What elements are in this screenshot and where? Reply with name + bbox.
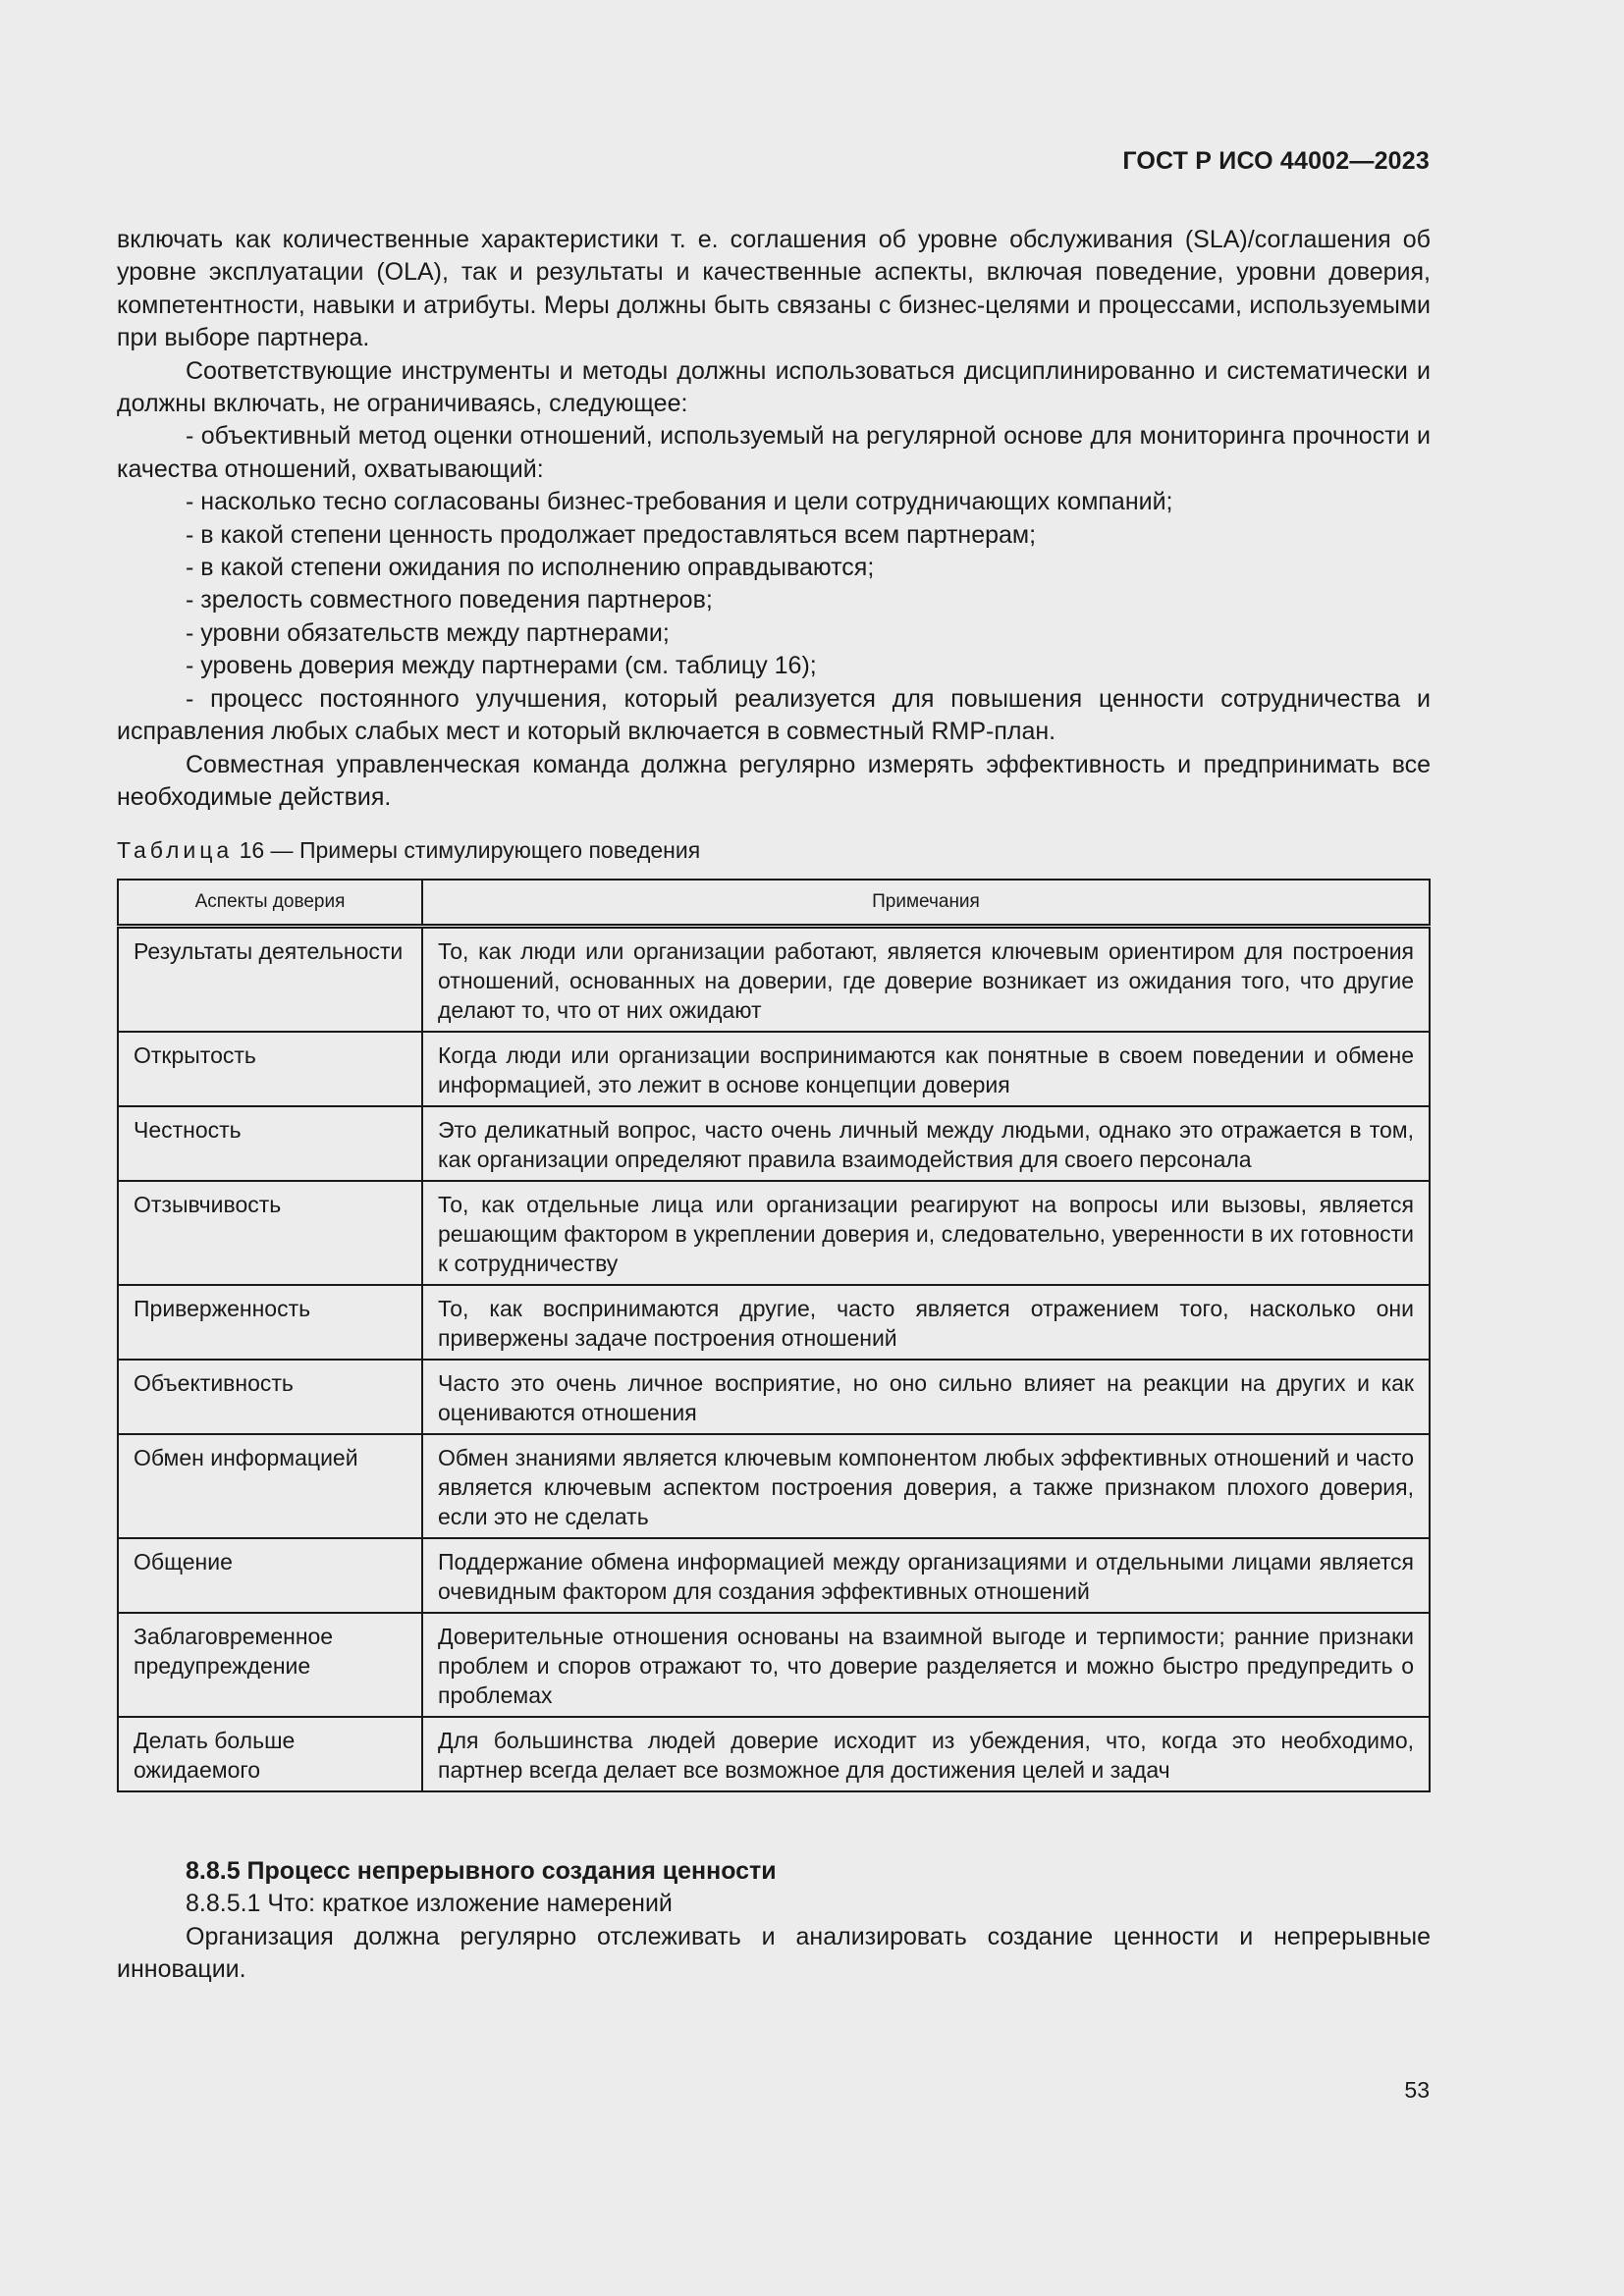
aspect-cell: Открытость [118,1032,422,1106]
note-cell: То, как люди или организации работают, является ключевым ориентиром для построения отношений, основанных на доверии, где доверие возникает из ожидания того, что другие делают то, что от них ожидают [422,927,1430,1033]
paragraph-3: Совместная управленческая команда должна регулярно измерять эффективность и предпринимать все необходимые действия. [117,750,1431,811]
note-cell: Для большинства людей доверие исходит из убеждения, что, когда это необходимо, партнер всегда делает все возможное для достижения целей и задач [422,1717,1430,1791]
body-text [117,224,1431,814]
section-heading: 8.8.5 Процесс непрерывного создания ценности [186,1857,777,1885]
table-row [118,1106,1430,1181]
table-row [118,927,1430,1033]
table-caption [117,837,700,864]
column-header-aspects: Аспекты доверия [118,880,422,927]
list-item-sub-1: - насколько тесно согласованы бизнес-требования и цели сотрудничающих компаний; [186,488,1173,516]
table-row [118,1360,1430,1434]
section-block [117,1855,1431,1987]
aspect-cell: Приверженность [118,1285,422,1360]
table-caption-title: 16 — Примеры стимулирующего поведения [239,837,701,863]
paragraph-1: включать как количественные характеристики т. е. соглашения об уровне обслуживания (SLA)/соглашения об уровне эксплуатации (OLA), так и результаты и качественные аспекты, включая поведение, уровни доверия, компетентности, навыки и атрибуты. Меры должны быть связаны с бизнес-целями и процессами, используемыми при выборе партнера. [117,226,1431,352]
list-item-sub-5: - уровни обязательств между партнерами; [186,618,670,647]
table-header-row [118,880,1430,927]
table-row [118,1717,1430,1791]
aspect-cell: Общение [118,1538,422,1613]
table-row [118,1285,1430,1360]
aspect-cell: Честность [118,1106,422,1181]
note-cell: Доверительные отношения основаны на взаимной выгоде и терпимости; ранние признаки проблем и споров отражают то, что доверие разделяется и можно быстро предупредить о проблемах [422,1613,1430,1717]
note-cell: Когда люди или организации воспринимаются как понятные в своем поведении и обмене информацией, это лежит в основе концепции доверия [422,1032,1430,1106]
table-caption-label: Таблица [117,837,234,863]
list-item-sub-3: - в какой степени ожидания по исполнению оправдываются; [186,554,875,582]
paragraph-2: Соответствующие инструменты и методы должны использоваться дисциплинированно и систематически и должны включать, не ограничиваясь, следующее: [117,356,1431,418]
table-row [118,1434,1430,1538]
page-number: 53 [1404,2077,1430,2103]
list-item-main: - объективный метод оценки отношений, используемый на регулярной основе для мониторинга прочности и качества отношений, охватывающий: [117,422,1431,483]
note-cell: Поддержание обмена информацией между организациями и отдельными лицами является очевидным фактором для создания эффективных отношений [422,1538,1430,1613]
list-item-sub-2: - в какой степени ценность продолжает предоставляться всем партнерам; [186,520,1037,549]
aspect-cell: Отзывчивость [118,1181,422,1285]
note-cell: Это деликатный вопрос, часто очень личный между людьми, однако это отражается в том, как организации определяют правила взаимодействия для своего персонала [422,1106,1430,1181]
trust-aspects-table [117,879,1431,1792]
note-cell: Часто это очень личное восприятие, но оно сильно влияет на реакции на других и как оцениваются отношения [422,1360,1430,1434]
document-header: ГОСТ Р ИСО 44002—2023 [1122,147,1430,175]
aspect-cell: Обмен информацией [118,1434,422,1538]
table-row [118,1181,1430,1285]
table-row [118,1538,1430,1613]
note-cell: То, как воспринимаются другие, часто является отражением того, насколько они привержены задаче построения отношений [422,1285,1430,1360]
list-item-sub-4: - зрелость совместного поведения партнеров; [186,586,713,614]
aspect-cell: Объективность [118,1360,422,1434]
note-cell: То, как отдельные лица или организации реагируют на вопросы или вызовы, является решающим фактором в укреплении доверия и, следовательно, уверенности в их готовности к сотрудничеству [422,1181,1430,1285]
section-subheading: 8.8.5.1 Что: краткое изложение намерений [186,1890,673,1918]
list-item-sub-6: - уровень доверия между партнерами (см. таблицу 16); [186,652,817,680]
table-row [118,1613,1430,1717]
aspect-cell: Делать больше ожидаемого [118,1717,422,1791]
table-row [118,1032,1430,1106]
column-header-notes: Примечания [422,880,1430,927]
aspect-cell: Результаты деятельности [118,927,422,1033]
aspect-cell: Заблаговременное предупреждение [118,1613,422,1717]
list-item-last: - процесс постоянного улучшения, который реализуется для повышения ценности сотрудничества и исправления любых слабых мест и который включается в совместный RMP-план. [117,684,1431,746]
section-text: Организация должна регулярно отслеживать и анализировать создание ценности и непрерывные инновации. [117,1922,1431,1984]
note-cell: Обмен знаниями является ключевым компонентом любых эффективных отношений и часто является ключевым аспектом построения доверия, а также признаком плохого доверия, если это не сделать [422,1434,1430,1538]
